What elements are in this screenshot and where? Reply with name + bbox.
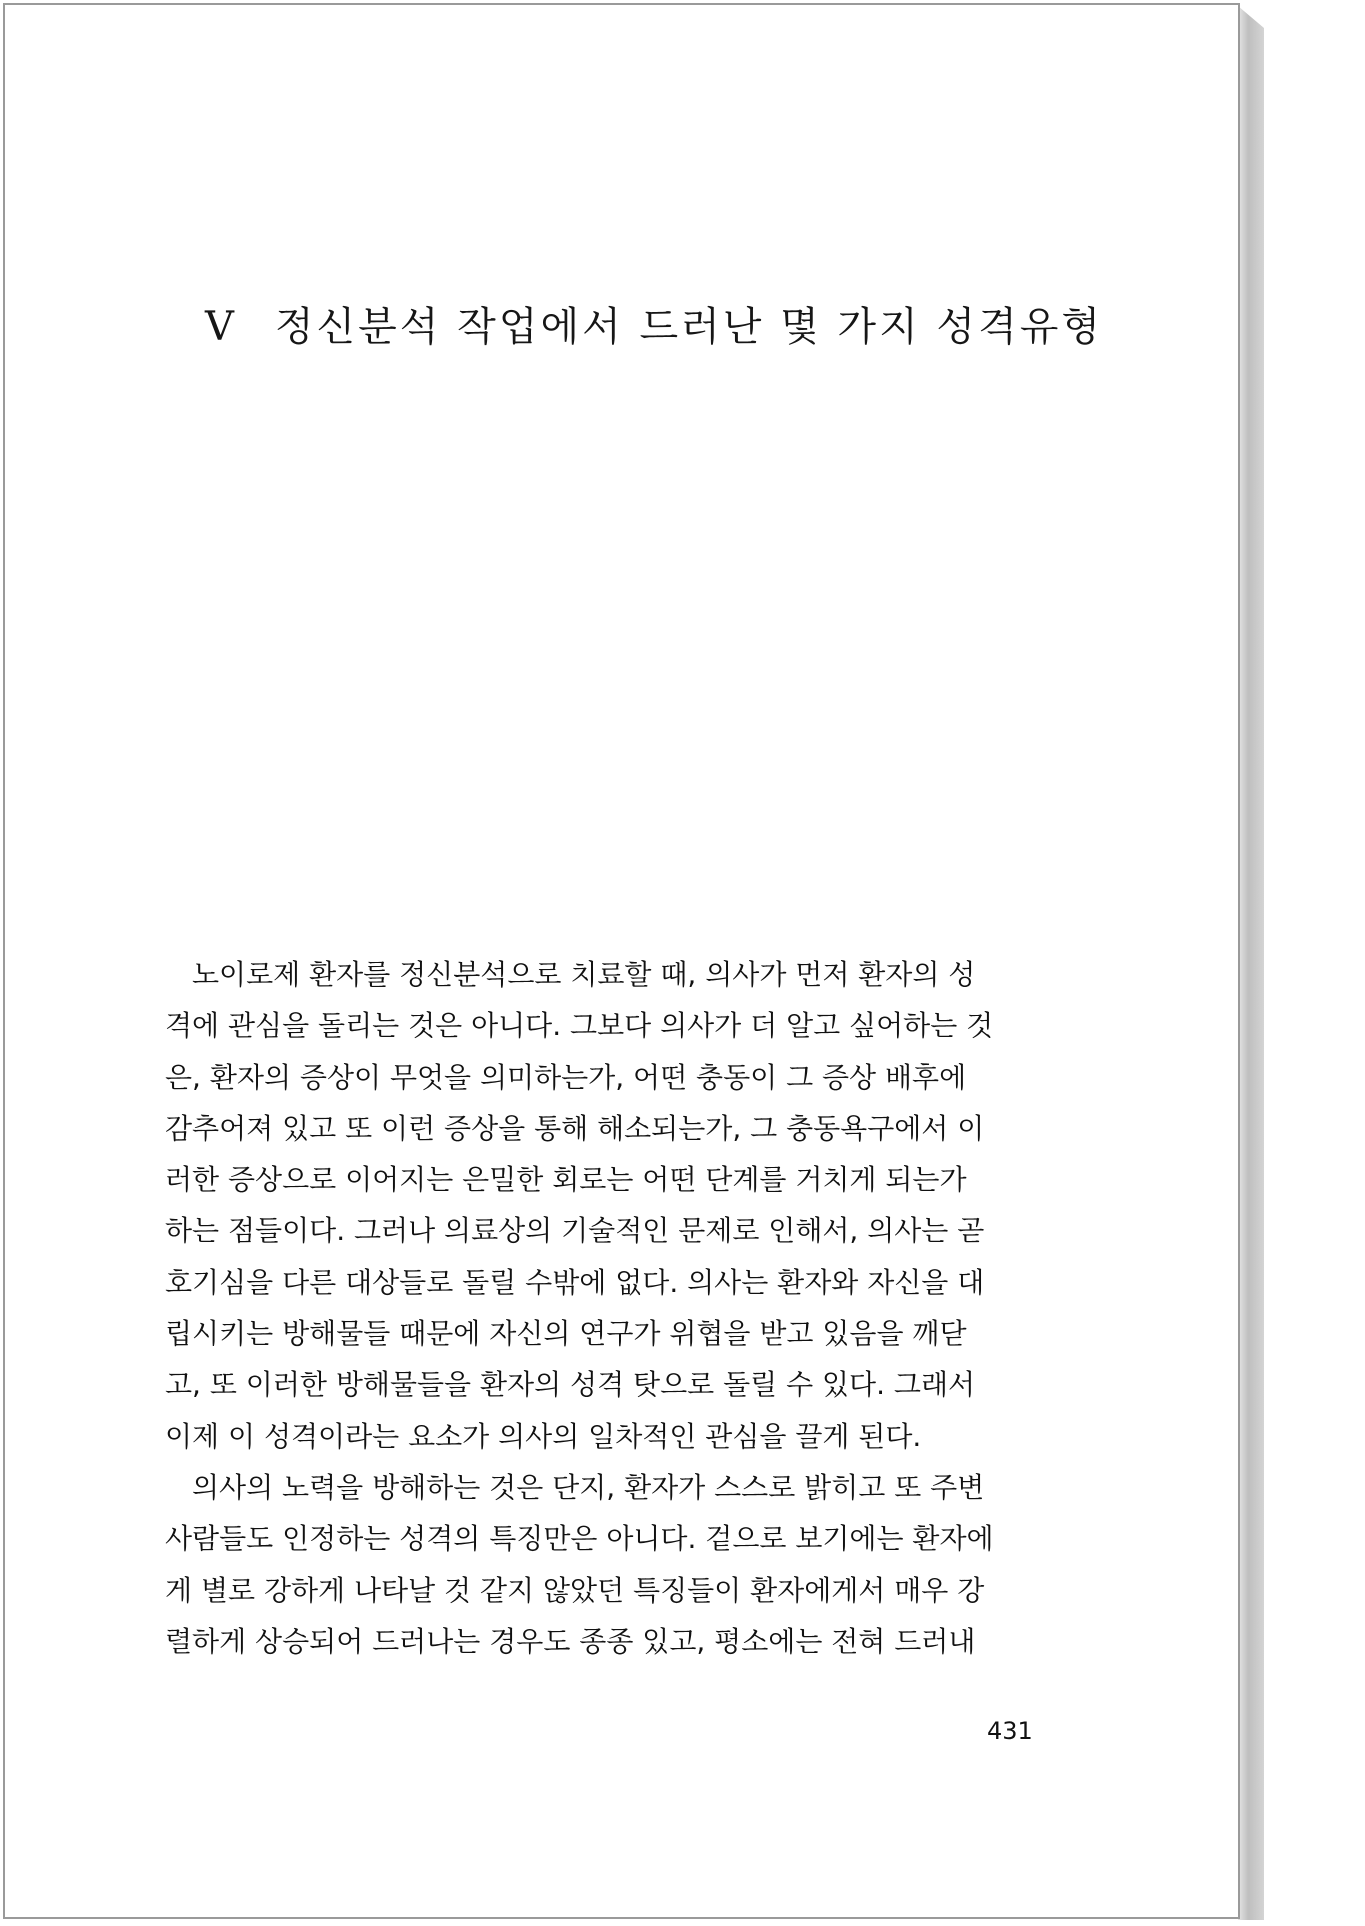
- text-line: 게 별로 강하게 나타날 것 같지 않았던 특징들이 환자에게서 매우 강: [165, 1573, 985, 1607]
- chapter-number: V: [205, 304, 237, 350]
- page-stack-edge: [1238, 6, 1264, 1920]
- text-line: 의사의 노력을 방해하는 것은 단지, 환자가 스스로 밝히고 또 주변: [192, 1470, 985, 1504]
- text-line: 러한 증상으로 이어지는 은밀한 회로는 어떤 단계를 거치게 되는가: [165, 1163, 967, 1197]
- chapter-heading: [205, 295, 1105, 352]
- book-page: [3, 3, 1240, 1919]
- chapter-title: 정신분석 작업에서 드러난 몇 가지 성격유형: [274, 304, 1103, 350]
- text-line: 격에 관심을 돌리는 것은 아니다. 그보다 의사가 더 알고 싶어하는 것: [165, 1009, 994, 1043]
- page-number: 431: [987, 1717, 1033, 1745]
- text-line: 하는 점들이다. 그러나 의료상의 기술적인 문제로 인해서, 의사는 곧: [165, 1214, 985, 1248]
- text-line: 고, 또 이러한 방해물들을 환자의 성격 탓으로 돌릴 수 있다. 그래서: [165, 1368, 976, 1402]
- text-line: 은, 환자의 증상이 무엇을 의미하는가, 어떤 충동이 그 증상 배후에: [165, 1060, 967, 1094]
- text-line: 호기심을 다른 대상들로 돌릴 수밖에 없다. 의사는 환자와 자신을 대: [165, 1265, 985, 1299]
- text-line: 렬하게 상승되어 드러나는 경우도 종종 있고, 평소에는 전혀 드러내: [165, 1624, 976, 1658]
- text-line: 감추어져 있고 또 이런 증상을 통해 해소되는가, 그 충동욕구에서 이: [165, 1111, 985, 1145]
- text-line: 노이로제 환자를 정신분석으로 치료할 때, 의사가 먼저 환자의 성: [192, 958, 976, 991]
- text-line: 립시키는 방해물들 때문에 자신의 연구가 위협을 받고 있음을 깨닫: [165, 1317, 967, 1351]
- body-text: [165, 949, 1057, 1667]
- text-line: 사람들도 인정하는 성격의 특징만은 아니다. 겉으로 보기에는 환자에: [165, 1522, 994, 1556]
- text-line: 이제 이 성격이라는 요소가 의사의 일차적인 관심을 끌게 된다.: [165, 1419, 922, 1453]
